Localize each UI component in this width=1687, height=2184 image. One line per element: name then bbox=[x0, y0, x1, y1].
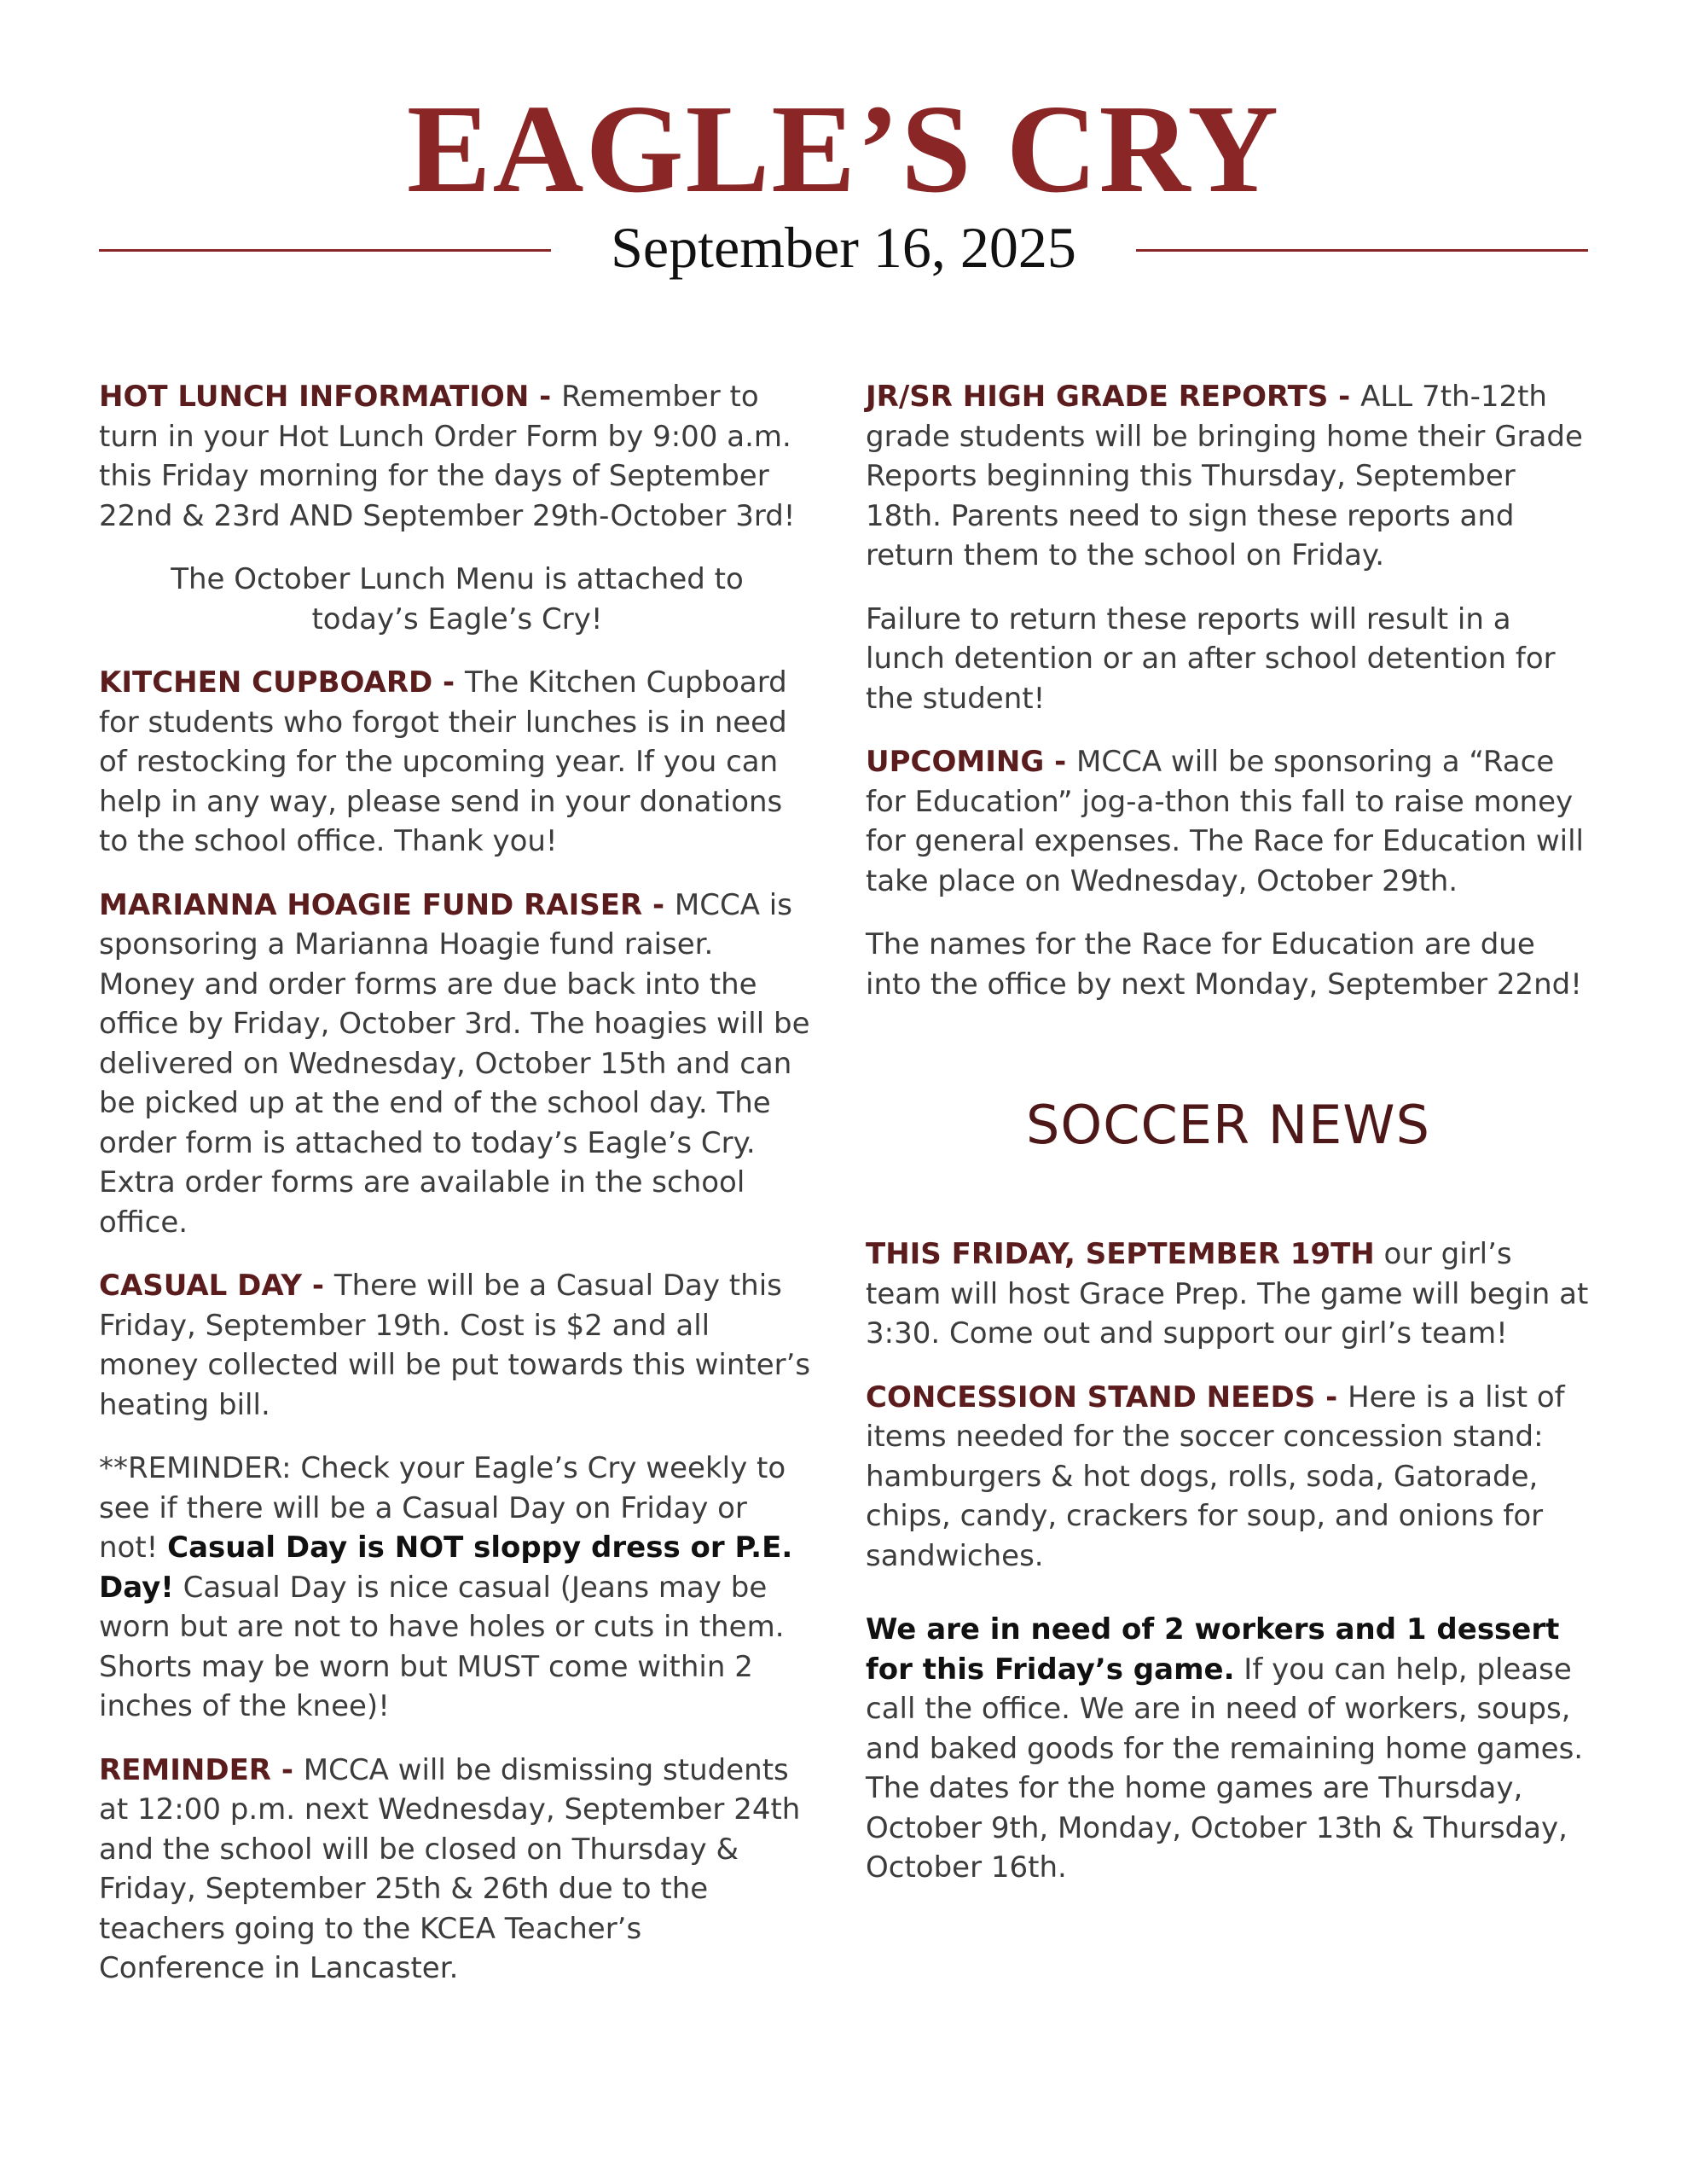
upcoming-section bbox=[866, 742, 1591, 901]
friday-game-heading: THIS FRIDAY, SEPTEMBER 19TH bbox=[866, 1237, 1375, 1271]
casual-day-section bbox=[99, 1266, 815, 1425]
hot-lunch-heading: HOT LUNCH INFORMATION bbox=[99, 380, 530, 414]
right-column bbox=[866, 377, 1591, 1912]
concession-text: Here is a list of items needed for the soccer concession stand: hamburgers & hot dogs, rolls, soda, Gatorade, chips, candy, crackers for soup, and onions for sandwiches. bbox=[866, 1380, 1565, 1573]
concession-section bbox=[866, 1378, 1591, 1577]
concession-sep: - bbox=[1315, 1380, 1348, 1414]
masthead bbox=[0, 81, 1687, 218]
hoagie-section bbox=[99, 886, 815, 1243]
race-names-note: The names for the Race for Education are due into the office by next Monday, September 22nd! bbox=[866, 927, 1582, 1002]
friday-game-section bbox=[866, 1234, 1591, 1354]
soccer-news-heading: SOCCER NEWS bbox=[1026, 1094, 1430, 1156]
menu-note: The October Lunch Menu is attached to today’s Eagle’s Cry! bbox=[171, 562, 744, 636]
hoagie-text: MCCA is sponsoring a Marianna Hoagie fund raiser. Money and order forms are due back into the office by Friday, October 3rd. The hoagies will be delivered on Wednesday, October 15th and can be picked up at the end of the school day. The order form is attached to today’s Eagle’s Cry. Extra order forms are available in the school office. bbox=[99, 887, 810, 1240]
date-rule-right bbox=[1136, 249, 1588, 252]
grade-reports-text: ALL 7th-12th grade students will be bringing home their Grade Reports beginning this Thursday, September 18th. Parents need to sign these reports and return them to the school on Friday. bbox=[866, 380, 1583, 572]
hot-lunch-section bbox=[99, 377, 815, 536]
left-column bbox=[99, 377, 815, 2013]
casual-reminder-text-b: Casual Day is nice casual (Jeans may be worn but are not to have holes or cuts in them. Shorts may be worn but MUST come within 2 inches of the knee)! bbox=[99, 1570, 785, 1723]
upcoming-heading: UPCOMING bbox=[866, 745, 1045, 779]
workers-text: If you can help, please call the office. We are in need of workers, soups, and baked goods for the remaining home games. The dates for the home games are Thursday, October 9th, Monday, October 13th & Thursday, October 16th. bbox=[866, 1652, 1584, 1885]
reminder-section bbox=[99, 1751, 815, 1989]
grade-reports-section bbox=[866, 377, 1591, 576]
casual-reminder-section bbox=[99, 1449, 815, 1727]
workers-section bbox=[866, 1610, 1591, 1888]
casual-reminder-bold: Casual Day is NOT sloppy dress or P.E. Day! bbox=[99, 1531, 793, 1605]
newsletter-title: EAGLE’S CRY bbox=[406, 79, 1281, 219]
grade-reports-heading: JR/SR HIGH GRADE REPORTS bbox=[866, 380, 1329, 414]
upcoming-text: MCCA will be sponsoring a “Race for Education” jog-a-thon this fall to raise money for general expenses. The Race for Education will take place on Wednesday, October 29th. bbox=[866, 745, 1584, 898]
casual-day-heading: CASUAL DAY bbox=[99, 1269, 303, 1303]
reminder-text: MCCA will be dismissing students at 12:00 p.m. next Wednesday, September 24th and the school will be closed on Thursday & Friday, September 25th & 26th due to the teachers going to the KCEA Teacher’s Conference in Lancaster. bbox=[99, 1752, 801, 1985]
issue-date: September 16, 2025 bbox=[611, 215, 1076, 280]
hot-lunch-sep: - bbox=[529, 380, 562, 414]
kitchen-cupboard-sep: - bbox=[432, 665, 466, 700]
casual-day-text: There will be a Casual Day this Friday, September 19th. Cost is $2 and all money collected will be put towards this winter’s heating bill. bbox=[99, 1269, 811, 1422]
date-row bbox=[99, 213, 1588, 282]
upcoming-sep: - bbox=[1044, 745, 1077, 779]
hot-lunch-text: Remember to turn in your Hot Lunch Order Form by 9:00 a.m. this Friday morning for the days of September 22nd & 23rd AND September 29th-October 3rd! bbox=[99, 380, 796, 533]
casual-reminder-text-a: **REMINDER: Check your Eagle’s Cry weekly to see if there will be a Casual Day on Friday or not! bbox=[99, 1451, 786, 1565]
workers-bold: We are in need of 2 workers and 1 dessert for this Friday’s game. bbox=[866, 1612, 1560, 1687]
casual-day-sep: - bbox=[302, 1269, 334, 1303]
hoagie-sep: - bbox=[642, 887, 675, 922]
concession-heading: CONCESSION STAND NEEDS bbox=[866, 1380, 1316, 1414]
reminder-sep: - bbox=[270, 1752, 304, 1787]
friday-game-text: our girl’s team will host Grace Prep. The game will begin at 3:30. Come out and support our girl’s team! bbox=[866, 1237, 1589, 1350]
kitchen-cupboard-heading: KITCHEN CUPBOARD bbox=[99, 665, 433, 700]
reminder-heading: REMINDER bbox=[99, 1752, 271, 1787]
kitchen-cupboard-text: The Kitchen Cupboard for students who forgot their lunches is in need of restocking for the upcoming year. If you can help in any way, please send in your donations to the school office. Thank you! bbox=[99, 665, 787, 858]
grade-reports-sep: - bbox=[1328, 380, 1361, 414]
hoagie-heading: MARIANNA HOAGIE FUND RAISER bbox=[99, 887, 643, 922]
failure-note: Failure to return these reports will result in a lunch detention or an after school detention for the student! bbox=[866, 601, 1556, 716]
kitchen-cupboard-section bbox=[99, 663, 815, 862]
